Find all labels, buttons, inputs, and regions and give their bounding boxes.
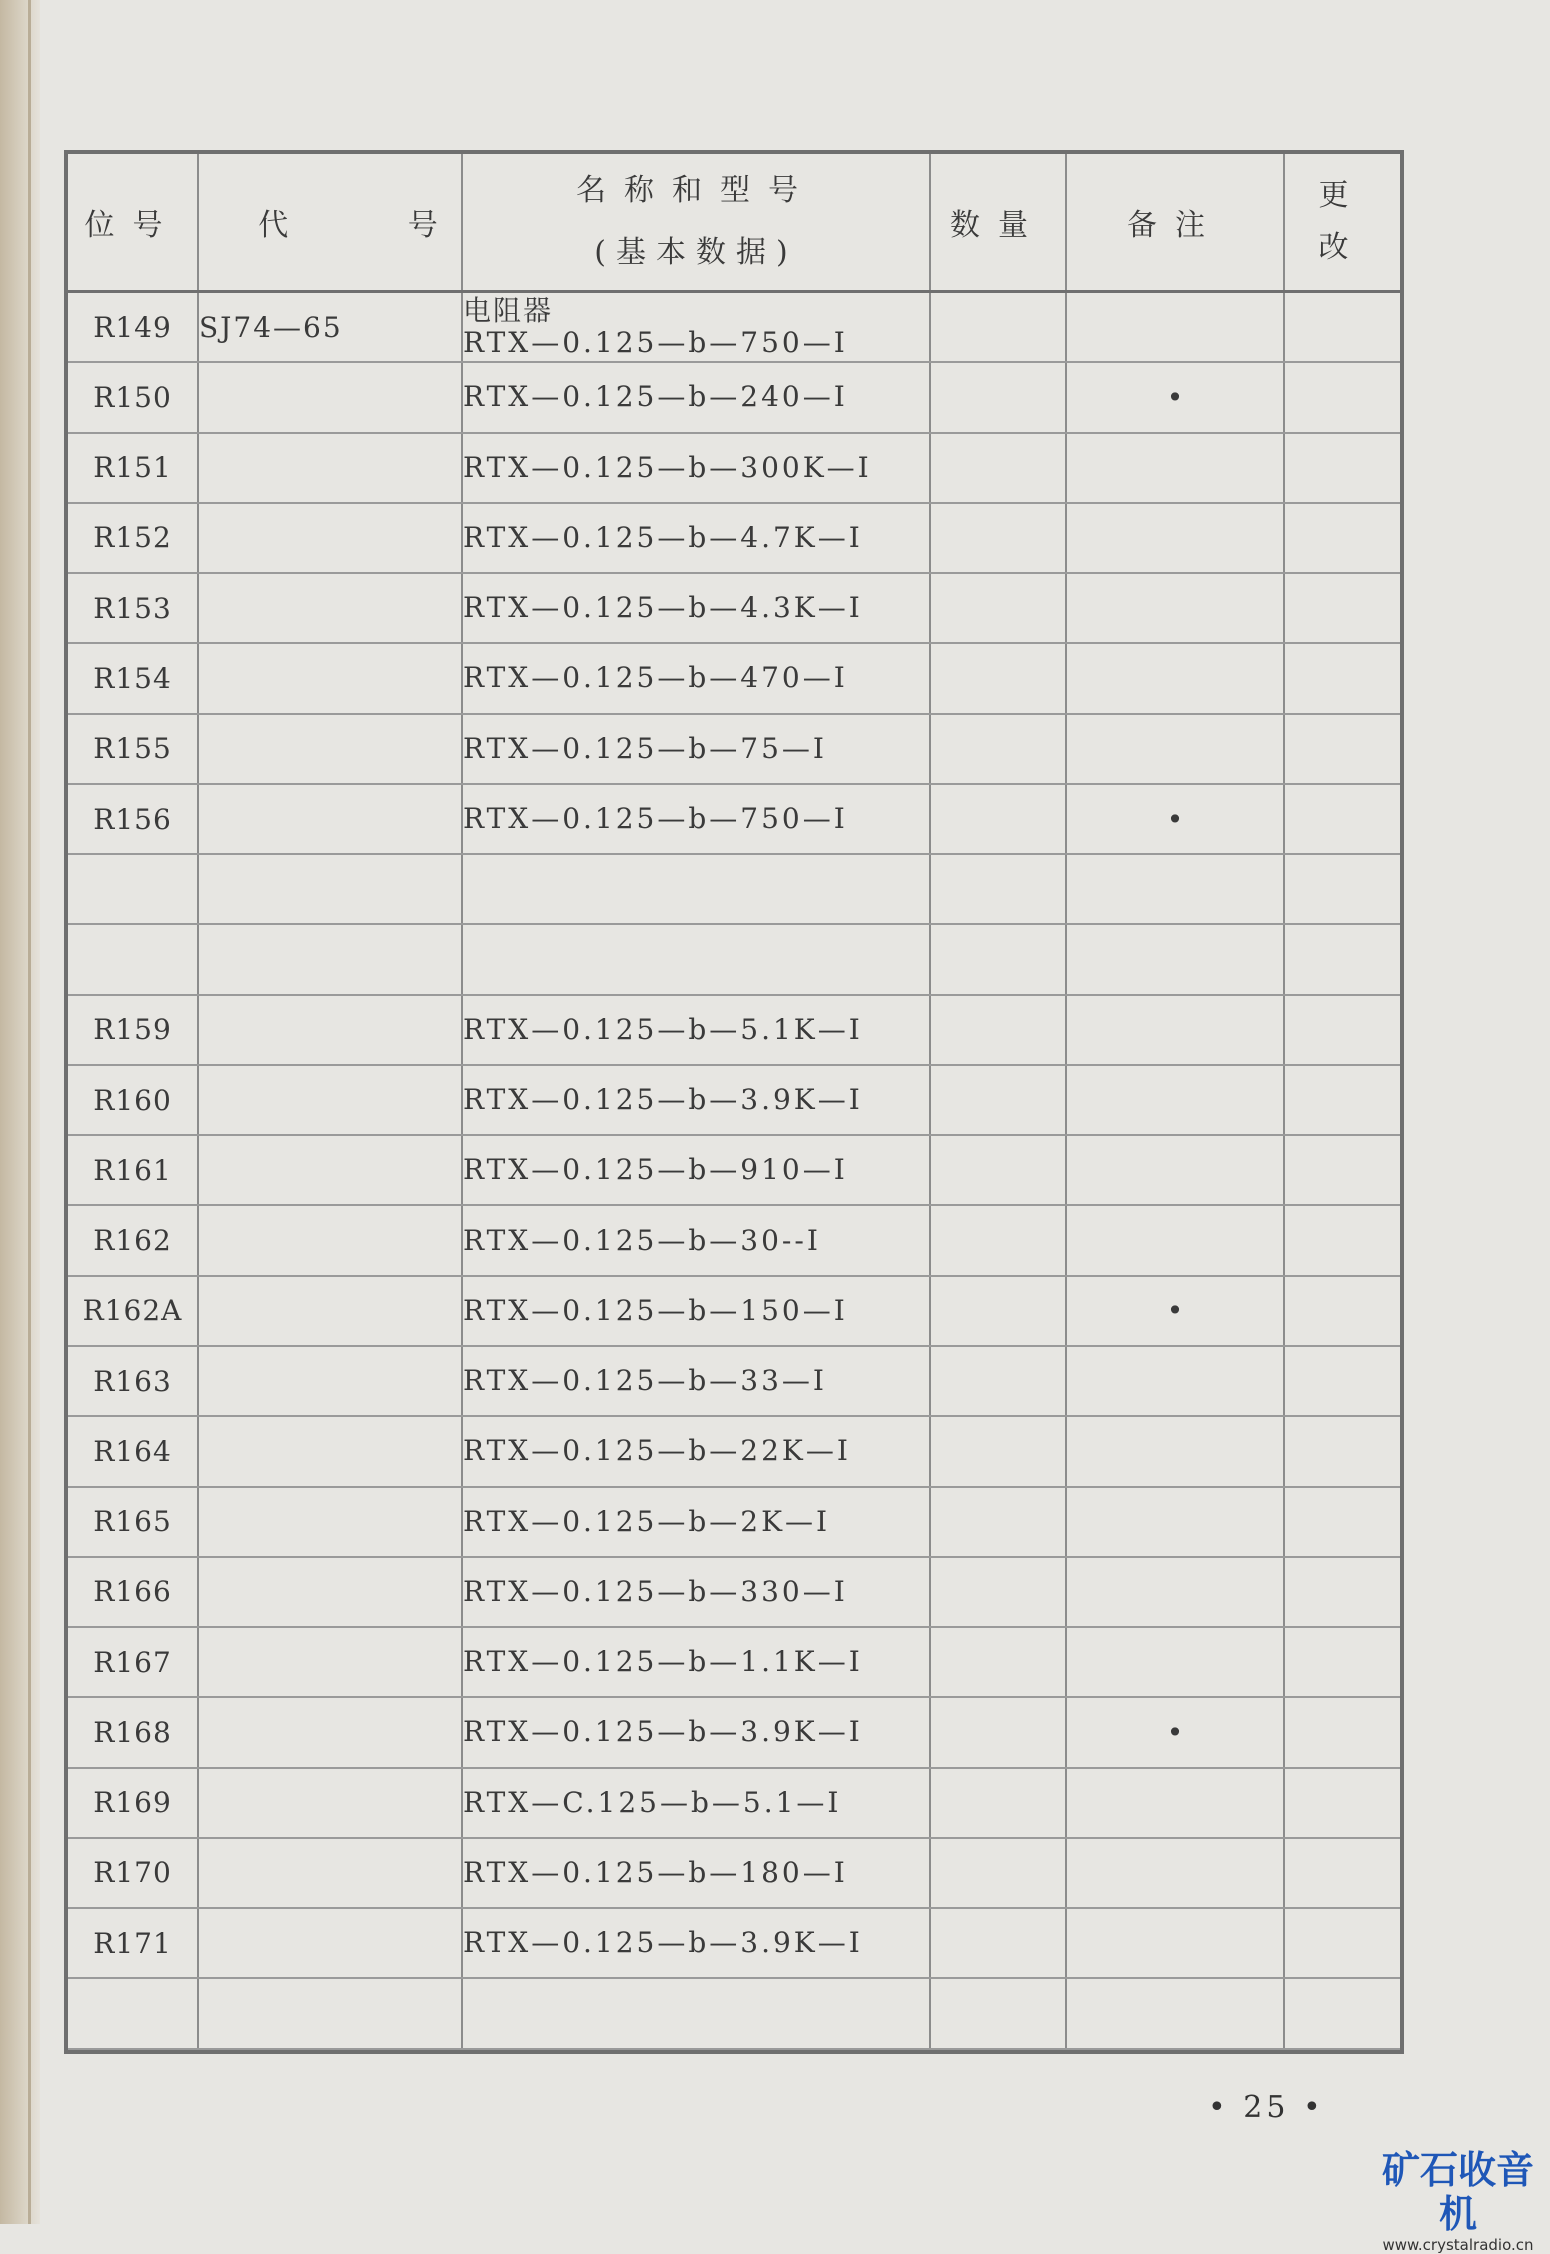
cell-name: RTX—C.125—b—5.1—I: [462, 1768, 930, 1838]
cell-note: [1066, 643, 1284, 713]
cell-note: [1066, 503, 1284, 573]
cell-code: [198, 573, 462, 643]
cell-position: R163: [68, 1346, 198, 1416]
table-row: [68, 1768, 1400, 1838]
cell-code: [198, 1276, 462, 1346]
cell-change: [1284, 643, 1400, 713]
table-row: [68, 854, 1400, 924]
cell-code: [198, 1768, 462, 1838]
cell-name: [462, 924, 930, 994]
cell-position: R162: [68, 1205, 198, 1275]
table-row: [68, 1487, 1400, 1557]
cell-quantity: [930, 854, 1066, 924]
cell-change: [1284, 1205, 1400, 1275]
cell-name: [462, 292, 930, 363]
cell-position: R151: [68, 433, 198, 503]
cell-position: R162A: [68, 1276, 198, 1346]
cell-code: [198, 1416, 462, 1486]
cell-position: R167: [68, 1627, 198, 1697]
cell-note: [1066, 714, 1284, 784]
cell-note: [1066, 1135, 1284, 1205]
cell-code: [198, 503, 462, 573]
header-name-subtitle: (基本数据): [594, 235, 798, 270]
cell-position: R165: [68, 1487, 198, 1557]
table-body: [68, 292, 1400, 2050]
cell-position: R160: [68, 1065, 198, 1135]
cell-position: R170: [68, 1838, 198, 1908]
cell-change: [1284, 1416, 1400, 1486]
table-row: [68, 1205, 1400, 1275]
cell-change: [1284, 1908, 1400, 1978]
cell-quantity: [930, 1908, 1066, 1978]
cell-code: [198, 1205, 462, 1275]
cell-code: SJ74—65: [198, 292, 462, 363]
cell-quantity: [930, 643, 1066, 713]
cell-note: [1066, 1557, 1284, 1627]
table-row: [68, 995, 1400, 1065]
table-row: [68, 433, 1400, 503]
cell-code: [198, 362, 462, 432]
cell-quantity: [930, 784, 1066, 854]
cell-note: [1066, 1908, 1284, 1978]
cell-code: [198, 643, 462, 713]
cell-name: RTX—0.125—b—1.1K—I: [462, 1627, 930, 1697]
cell-position: R152: [68, 503, 198, 573]
header-quantity: 数量: [930, 154, 1066, 292]
table-row: [68, 1627, 1400, 1697]
cell-code: [198, 1908, 462, 1978]
cell-quantity: [930, 1978, 1066, 2049]
table-row: [68, 1697, 1400, 1767]
cell-note: [1066, 1416, 1284, 1486]
cell-code: [198, 1697, 462, 1767]
table-row: [68, 924, 1400, 994]
header-position: 位号: [68, 154, 198, 292]
cell-change: [1284, 1276, 1400, 1346]
cell-quantity: [930, 1768, 1066, 1838]
watermark-logo: [1370, 2148, 1546, 2254]
cell-change: [1284, 1768, 1400, 1838]
cell-note: [1066, 1627, 1284, 1697]
cell-name: RTX—0.125—b—3.9K—I: [462, 1908, 930, 1978]
cell-quantity: [930, 1276, 1066, 1346]
header-code: [198, 154, 462, 292]
cell-quantity: [930, 1346, 1066, 1416]
cell-change: [1284, 1135, 1400, 1205]
cell-name: RTX—0.125—b—30--I: [462, 1205, 930, 1275]
cell-name: RTX—0.125—b—75—I: [462, 714, 930, 784]
cell-note: [1066, 1487, 1284, 1557]
cell-change: [1284, 924, 1400, 994]
cell-name: RTX—0.125—b—470—I: [462, 643, 930, 713]
cell-quantity: [930, 1416, 1066, 1486]
header-name: [462, 154, 930, 292]
cell-change: [1284, 1557, 1400, 1627]
table-row: [68, 573, 1400, 643]
cell-name: RTX—0.125—b—4.7K—I: [462, 503, 930, 573]
cell-code: [198, 1065, 462, 1135]
cell-quantity: [930, 714, 1066, 784]
cell-position: [68, 854, 198, 924]
cell-code: [198, 1135, 462, 1205]
cell-note: [1066, 433, 1284, 503]
cell-name: RTX—0.125—b—150—I: [462, 1276, 930, 1346]
header-note: 备注: [1066, 154, 1284, 292]
cell-position: R156: [68, 784, 198, 854]
cell-name: RTX—0.125—b—300K—I: [462, 433, 930, 503]
cell-note: [1066, 1978, 1284, 2049]
cell-name: RTX—0.125—b—750—I: [462, 784, 930, 854]
cell-note: •: [1066, 362, 1284, 432]
cell-position: R169: [68, 1768, 198, 1838]
cell-change: [1284, 1697, 1400, 1767]
parts-list-table: [68, 154, 1400, 2050]
table-row: [68, 503, 1400, 573]
cell-quantity: [930, 924, 1066, 994]
cell-name: RTX—0.125—b—2K—I: [462, 1487, 930, 1557]
table-row: [68, 1135, 1400, 1205]
cell-position: [68, 924, 198, 994]
cell-position: R153: [68, 573, 198, 643]
watermark-url: www.crystalradio.cn: [1382, 2236, 1534, 2254]
cell-code: [198, 995, 462, 1065]
binding-edge: [28, 0, 31, 2224]
table-row: [68, 1276, 1400, 1346]
cell-note: [1066, 1768, 1284, 1838]
cell-note: [1066, 1838, 1284, 1908]
watermark-text: 矿石收音机: [1381, 2148, 1534, 2236]
cell-name: RTX—0.125—b—3.9K—I: [462, 1697, 930, 1767]
cell-quantity: [930, 1838, 1066, 1908]
cell-name: [462, 1978, 930, 2049]
cell-change: [1284, 1627, 1400, 1697]
cell-note: •: [1066, 1697, 1284, 1767]
cell-quantity: [930, 573, 1066, 643]
cell-position: R154: [68, 643, 198, 713]
cell-note: [1066, 1205, 1284, 1275]
cell-position: [68, 1978, 198, 2049]
cell-note: [1066, 1065, 1284, 1135]
cell-change: [1284, 503, 1400, 573]
cell-name-text: RTX—0.125—b—750—I: [463, 326, 848, 360]
cell-position: R155: [68, 714, 198, 784]
table-row: [68, 784, 1400, 854]
cell-change: [1284, 1978, 1400, 2049]
cell-position: R159: [68, 995, 198, 1065]
cell-quantity: [930, 995, 1066, 1065]
cell-quantity: [930, 1487, 1066, 1557]
cell-change: [1284, 433, 1400, 503]
cell-name: [462, 854, 930, 924]
table-row: [68, 1346, 1400, 1416]
cell-change: [1284, 854, 1400, 924]
cell-name: RTX—0.125—b—4.3K—I: [462, 573, 930, 643]
cell-code: [198, 433, 462, 503]
table-row: [68, 1557, 1400, 1627]
cell-name: RTX—0.125—b—5.1K—I: [462, 995, 930, 1065]
cell-quantity: [930, 433, 1066, 503]
cell-code: [198, 1838, 462, 1908]
table-row: [68, 1065, 1400, 1135]
cell-code: [198, 854, 462, 924]
cell-change: [1284, 1838, 1400, 1908]
table-row: [68, 643, 1400, 713]
table-row: [68, 362, 1400, 432]
cell-position: R150: [68, 362, 198, 432]
cell-name: RTX—0.125—b—3.9K—I: [462, 1065, 930, 1135]
cell-change: [1284, 292, 1400, 363]
table-row: [68, 1416, 1400, 1486]
cell-change: [1284, 362, 1400, 432]
table-row: [68, 1838, 1400, 1908]
cell-note: [1066, 995, 1284, 1065]
header-change-bottom: 改: [1318, 230, 1367, 265]
cell-name: RTX—0.125—b—22K—I: [462, 1416, 930, 1486]
cell-position: R161: [68, 1135, 198, 1205]
table-row: [68, 292, 1400, 363]
cell-position: R166: [68, 1557, 198, 1627]
cell-note: [1066, 854, 1284, 924]
cell-code: [198, 924, 462, 994]
header-name-title: 名称和型号: [576, 173, 816, 208]
cell-code: [198, 1978, 462, 2049]
cell-quantity: [930, 1697, 1066, 1767]
page-number: • 25 •: [1208, 2090, 1325, 2125]
cell-change: [1284, 995, 1400, 1065]
table-row: [68, 1978, 1400, 2049]
cell-quantity: [930, 362, 1066, 432]
cell-code: [198, 1557, 462, 1627]
cell-code: [198, 714, 462, 784]
cell-change: [1284, 573, 1400, 643]
cell-change: [1284, 714, 1400, 784]
cell-code: [198, 784, 462, 854]
cell-note: [1066, 573, 1284, 643]
cell-quantity: [930, 1205, 1066, 1275]
cell-name: RTX—0.125—b—330—I: [462, 1557, 930, 1627]
cell-name: RTX—0.125—b—180—I: [462, 1838, 930, 1908]
cell-code: [198, 1487, 462, 1557]
table-row: [68, 714, 1400, 784]
cell-change: [1284, 1487, 1400, 1557]
cell-quantity: [930, 292, 1066, 363]
header-code-label: 代 号: [258, 208, 438, 243]
cell-note: [1066, 292, 1284, 363]
cell-name: RTX—0.125—b—910—I: [462, 1135, 930, 1205]
cell-change: [1284, 1065, 1400, 1135]
cell-change: [1284, 1346, 1400, 1416]
table-header-row: [68, 154, 1400, 292]
cell-category: 电阻器: [463, 294, 554, 328]
cell-name: RTX—0.125—b—240—I: [462, 362, 930, 432]
cell-code: [198, 1627, 462, 1697]
cell-quantity: [930, 1557, 1066, 1627]
cell-position: R168: [68, 1697, 198, 1767]
cell-position: R171: [68, 1908, 198, 1978]
cell-position: R164: [68, 1416, 198, 1486]
cell-note: [1066, 924, 1284, 994]
cell-code: [198, 1346, 462, 1416]
parts-list-table-frame: [64, 150, 1404, 2054]
cell-quantity: [930, 1065, 1066, 1135]
book-binding: [0, 0, 40, 2224]
cell-quantity: [930, 1135, 1066, 1205]
cell-quantity: [930, 1627, 1066, 1697]
header-change-top: 更: [1318, 178, 1367, 213]
header-change: [1284, 154, 1400, 292]
table-row: [68, 1908, 1400, 1978]
cell-note: [1066, 1346, 1284, 1416]
cell-note: •: [1066, 784, 1284, 854]
cell-change: [1284, 784, 1400, 854]
cell-note: •: [1066, 1276, 1284, 1346]
cell-name: RTX—0.125—b—33—I: [462, 1346, 930, 1416]
cell-quantity: [930, 503, 1066, 573]
cell-position: R149: [68, 292, 198, 363]
